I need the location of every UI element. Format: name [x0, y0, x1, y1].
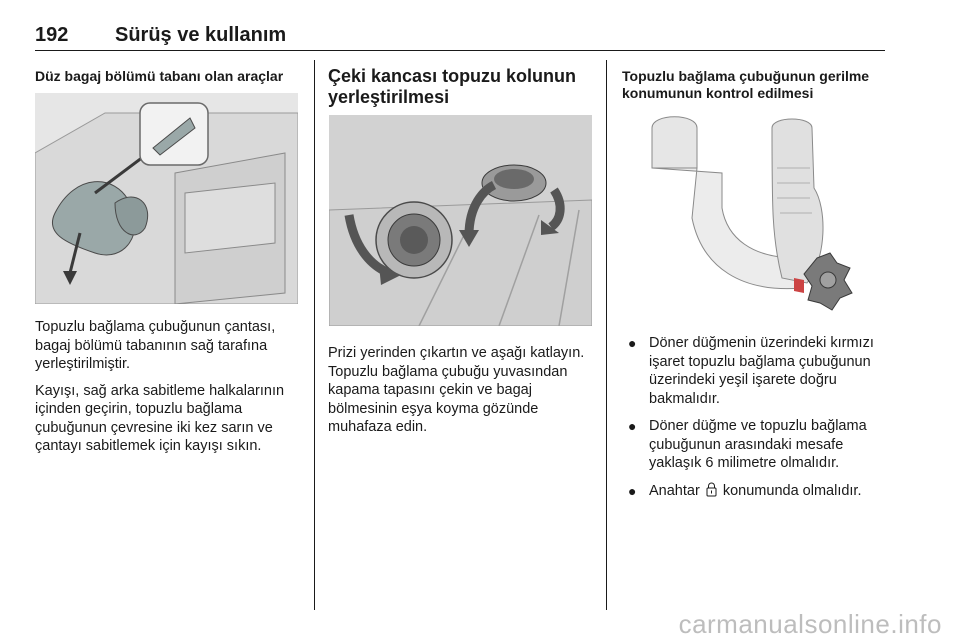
list-item-text: konumunda olmalıdır.	[722, 482, 862, 499]
tow-bar-illustration	[622, 108, 885, 319]
column-2-text	[328, 344, 594, 445]
column-2	[328, 66, 594, 108]
list-item-text: Döner düğmenin üzerindeki kırmızı işaret topuzlu bağlama çubuğunun üzerindeki yeşil işarete doğru bakmalıdır.	[649, 335, 874, 407]
section-heading: Topuzlu bağlama çubuğunun gerilme konumunun kontrol edilmesi	[622, 68, 870, 101]
list-item	[622, 482, 890, 503]
paragraph: Topuzlu bağlama çubuğunun çantası, bagaj bölümü tabanının sağ tarafına yerleştirilmiştir.	[35, 319, 276, 372]
bullet-icon: ●	[628, 418, 637, 434]
lock-icon	[706, 482, 717, 503]
column-1-text	[35, 318, 301, 464]
column-divider	[606, 60, 607, 610]
section-heading: Düz bagaj bölümü tabanı olan araçlar	[35, 68, 284, 84]
list-item-text: Anahtar	[649, 482, 700, 499]
section-heading: Çeki kancası topuzu kolunun yerleştirilmesi	[328, 66, 577, 107]
socket-fold-illustration	[329, 115, 592, 326]
check-list	[622, 334, 890, 502]
column-divider	[314, 60, 315, 610]
column-3	[622, 68, 890, 102]
watermark: carmanualsonline.info	[678, 609, 942, 639]
column-3-text	[622, 334, 890, 511]
bullet-icon: ●	[628, 335, 637, 351]
page-number: 192	[35, 24, 69, 46]
paragraph: Kayışı, sağ arka sabitleme halkalarının içinden geçirin, topuzlu bağlama çubuğunun çevresine iki kez sarın ve çantayı sabitlemek için kayışı sıkın.	[35, 382, 285, 454]
paragraph: Prizi yerinden çıkartın ve aşağı katlayın. Topuzlu bağlama çubuğu yuvasından kapama tapasını çekin ve bagaj bölmesinin eşya koyma gözünde muhafaza edin.	[328, 345, 585, 435]
bullet-icon: ●	[628, 482, 637, 499]
list-item-text: Döner düğme ve topuzlu bağlama çubuğunun arasındaki mesafe yaklaşık 6 milimetre olmalıdır.	[649, 418, 867, 471]
list-item	[622, 334, 890, 408]
trunk-strap-illustration	[35, 93, 298, 304]
chapter-title: Sürüş ve kullanım	[115, 24, 287, 46]
list-item	[622, 417, 890, 473]
column-1	[35, 68, 301, 85]
page-header	[35, 20, 885, 51]
